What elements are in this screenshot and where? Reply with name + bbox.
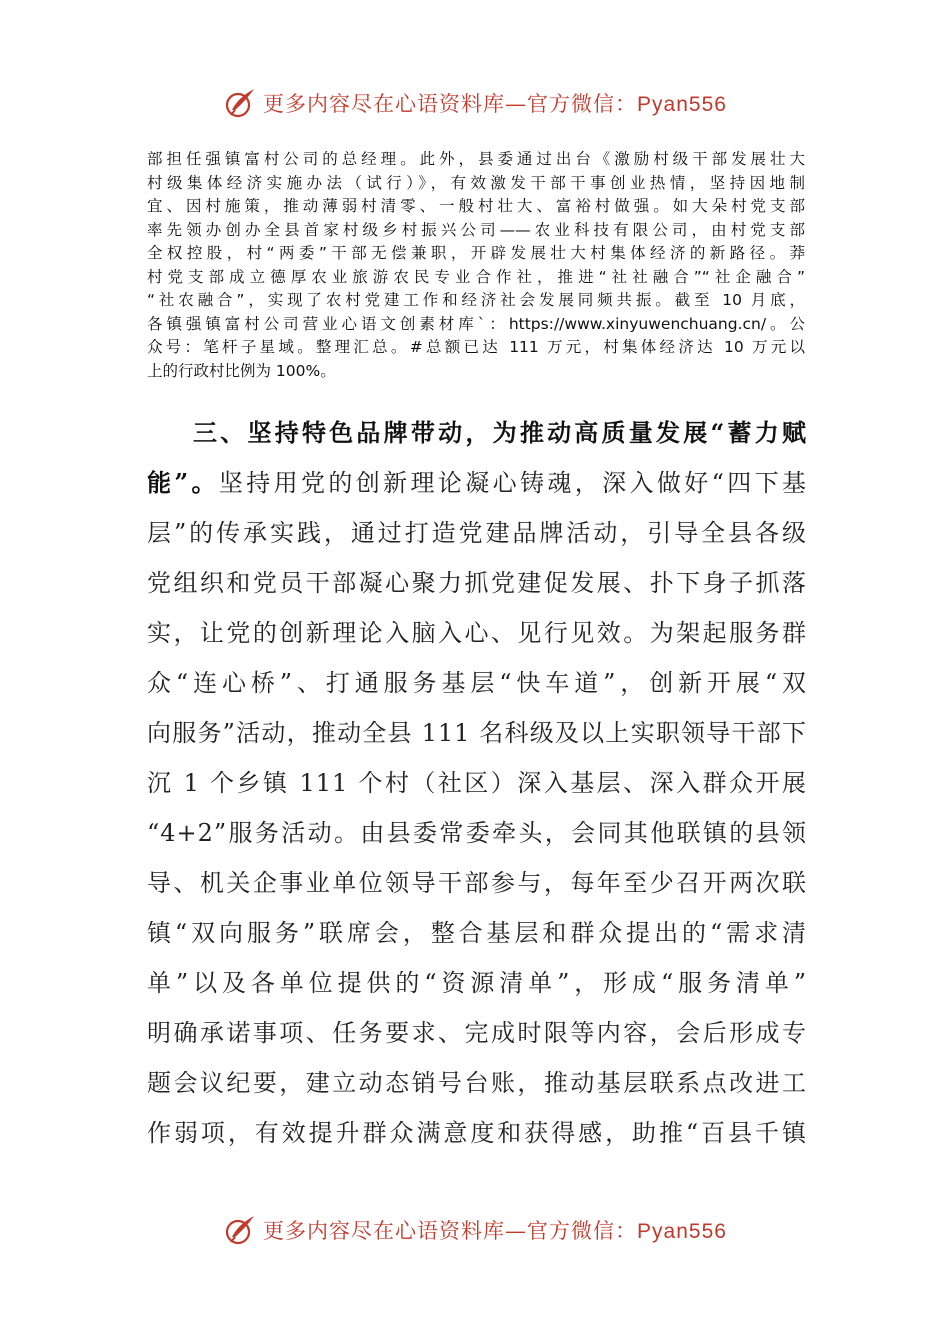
text-line: 宜、因村施策，推动薄弱村清零、一般村壮大、富裕村做强。如大朵村党支部 xyxy=(147,197,805,215)
header-watermark-banner xyxy=(0,81,950,125)
header-wechat-id: Pyan556 xyxy=(637,93,727,116)
text-line: 率先领办创办全县首家村级乡村振兴公司——农业科技有限公司，由村党支部 xyxy=(147,220,805,239)
quill-logo-icon xyxy=(223,1213,257,1247)
continued-paragraph xyxy=(147,148,805,383)
text-line: 向服务”活动，推动全县 111 名科级及以上实职领导干部下 xyxy=(147,719,807,747)
text-line-rest: 坚持用党的创新理论凝心铸魂，深入做好“四下基 xyxy=(218,469,807,497)
footer-banner-text: 更多内容尽在心语资料库—官方微信：Pyan556 xyxy=(263,1219,727,1243)
text-line: 上的行政村比例为 100%。 xyxy=(147,361,336,380)
text-line: “4+2”服务活动。由县委常委牵头，会同其他联镇的县领 xyxy=(147,819,807,847)
quill-logo-icon xyxy=(223,86,257,120)
text-line: 村级集体经济实施办法（试行）》，有效激发干部干事创业热情，坚持因地制 xyxy=(147,173,805,192)
text-line: 众“连心桥”、打通服务基层“快车道”，创新开展“双 xyxy=(147,669,807,697)
footer-wechat-id: Pyan556 xyxy=(637,1220,727,1243)
text-line: 部担任强镇富村公司的总经理。此外，县委通过出台《激励村级干部发展壮大 xyxy=(147,150,805,168)
section-heading: 三、坚持特色品牌带动，为推动高质量发展“蓄力赋 xyxy=(193,418,807,447)
text-line: 各镇强镇富村公司营业心语文创素材库`：https://www.xinyuwenchuang.cn/。公 xyxy=(147,314,805,333)
footer-watermark-banner xyxy=(0,1208,950,1252)
section-heading-end: 能”。 xyxy=(147,468,219,497)
text-line: 沉 1 个乡镇 111 个村（社区）深入基层、深入群众开展 xyxy=(147,769,807,797)
text-line: 镇“双向服务”联席会，整合基层和群众提出的“需求清 xyxy=(147,919,807,947)
text-line: 村党支部成立德厚农业旅游农民专业合作社，推进“社社融合”“社企融合” xyxy=(147,267,805,286)
text-line: 党组织和党员干部凝心聚力抓党建促发展、扑下身子抓落 xyxy=(147,569,807,597)
text-line: 作弱项，有效提升群众满意度和获得感，助推“百县千镇 xyxy=(147,1119,807,1147)
section-three xyxy=(147,408,807,1158)
text-line: 层”的传承实践，通过打造党建品牌活动，引导全县各级 xyxy=(147,519,807,547)
text-line: 明确承诺事项、任务要求、完成时限等内容，会后形成专 xyxy=(147,1019,807,1047)
text-line: 导、机关企事业单位领导干部参与，每年至少召开两次联 xyxy=(147,869,807,897)
text-line: “社农融合”，实现了农村党建工作和经济社会发展同频共振。截至 10 月底， xyxy=(147,291,805,309)
text-line: 单”以及各单位提供的“资源清单”，形成“服务清单” xyxy=(147,969,807,997)
text-line xyxy=(147,458,807,508)
text-line: 全权控股，村“两委”干部无偿兼职，开辟发展壮大村集体经济的新路径。莽 xyxy=(147,244,805,262)
text-line: 众号：笔杆子星域。整理汇总。#总额已达 111 万元，村集体经济达 10 万元以 xyxy=(147,338,805,356)
text-line: 题会议纪要，建立动态销号台账，推动基层联系点改进工 xyxy=(147,1069,807,1097)
header-banner-text: 更多内容尽在心语资料库—官方微信：Pyan556 xyxy=(263,92,727,116)
text-line: 实，让党的创新理论入脑入心、见行见效。为架起服务群 xyxy=(147,619,807,647)
